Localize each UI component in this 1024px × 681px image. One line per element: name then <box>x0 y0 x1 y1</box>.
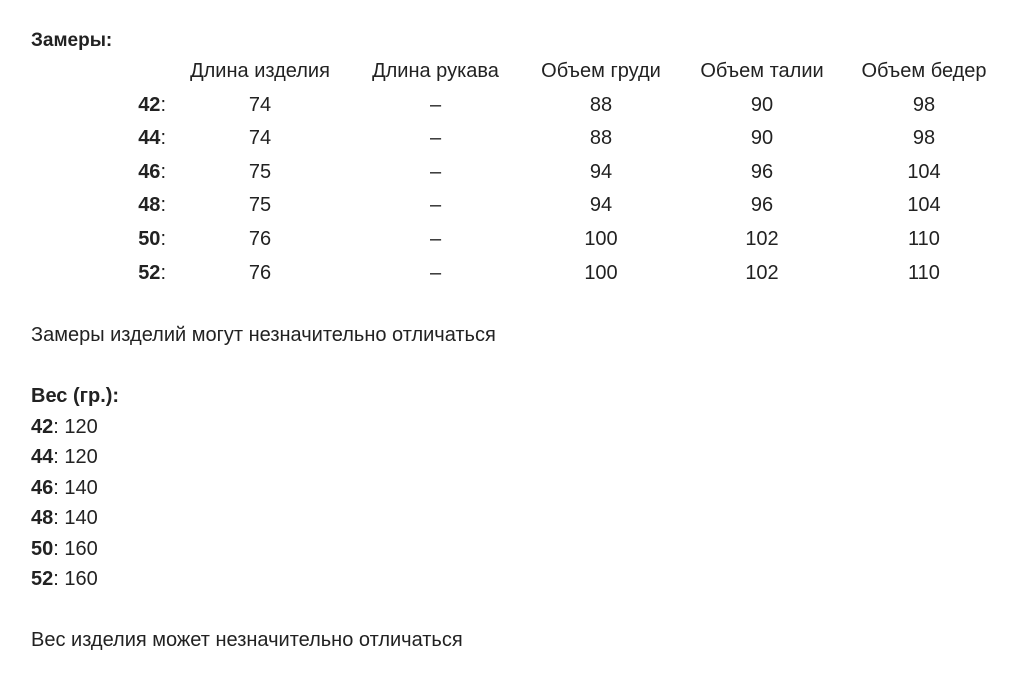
weight-row: 52: 160 <box>31 568 98 590</box>
table-cell: – <box>429 227 442 250</box>
table-row <box>108 122 1009 156</box>
table-cell: 90 <box>750 93 774 116</box>
table-cell: – <box>429 93 442 116</box>
table-cell: – <box>429 194 442 217</box>
column-header-waist: Объем талии <box>700 60 824 82</box>
table-cell: 102 <box>745 227 779 250</box>
table-row <box>108 189 1009 223</box>
table-cell: 100 <box>584 261 618 284</box>
table-cell: 98 <box>912 93 936 116</box>
table-header-row <box>108 55 1009 89</box>
size-label: 52: <box>138 261 166 284</box>
size-label: 44: <box>138 127 166 150</box>
weight-row: 42: 120 <box>31 415 98 438</box>
table-row <box>108 156 1009 190</box>
weight-heading: Вес (гр.): <box>31 385 120 407</box>
table-cell: – <box>429 160 442 183</box>
table-cell: 90 <box>750 127 774 150</box>
table-cell: 75 <box>248 160 272 183</box>
table-cell: 74 <box>248 93 272 116</box>
weight-row: 48: 140 <box>31 507 98 529</box>
column-header-chest: Объем груди <box>541 60 661 82</box>
table-cell: 88 <box>589 93 613 116</box>
measurements-heading: Замеры: <box>31 30 113 51</box>
weight-row: 44: 120 <box>31 446 98 468</box>
table-cell: – <box>429 127 442 150</box>
table-cell: 96 <box>750 194 774 217</box>
table-cell: 102 <box>745 261 779 284</box>
column-header-hips: Объем бедер <box>861 60 987 82</box>
column-header-length: Длина изделия <box>190 60 330 82</box>
measurements-table <box>108 55 1009 290</box>
table-cell: 110 <box>908 261 940 284</box>
size-label: 50: <box>138 227 166 250</box>
size-label: 42: <box>138 93 166 116</box>
table-row <box>108 257 1009 291</box>
table-row <box>108 89 1009 123</box>
table-cell: 94 <box>589 160 613 183</box>
weight-section <box>31 384 119 598</box>
table-cell: 98 <box>912 127 936 150</box>
table-cell: 110 <box>908 227 940 250</box>
table-cell: 88 <box>589 127 613 150</box>
measurements-disclaimer: Замеры изделий могут незначительно отличаться <box>31 324 496 346</box>
column-header-sleeve: Длина рукава <box>372 60 499 82</box>
table-cell: 94 <box>589 194 613 217</box>
table-cell: 76 <box>248 261 272 284</box>
table-cell: 74 <box>248 127 272 150</box>
table-row <box>108 223 1009 257</box>
size-label: 48: <box>138 194 166 217</box>
table-cell: – <box>429 261 442 284</box>
weight-disclaimer: Вес изделия может незначительно отличаться <box>31 629 463 651</box>
table-cell: 100 <box>584 227 618 250</box>
weight-row: 46: 140 <box>31 476 98 499</box>
size-label: 46: <box>138 160 166 183</box>
table-cell: 96 <box>750 160 774 183</box>
size-column-header <box>108 55 166 89</box>
table-cell: 76 <box>248 227 272 250</box>
table-cell: 75 <box>248 194 272 217</box>
weight-row: 50: 160 <box>31 537 98 560</box>
table-cell: 104 <box>907 160 941 183</box>
table-cell: 104 <box>907 194 941 217</box>
